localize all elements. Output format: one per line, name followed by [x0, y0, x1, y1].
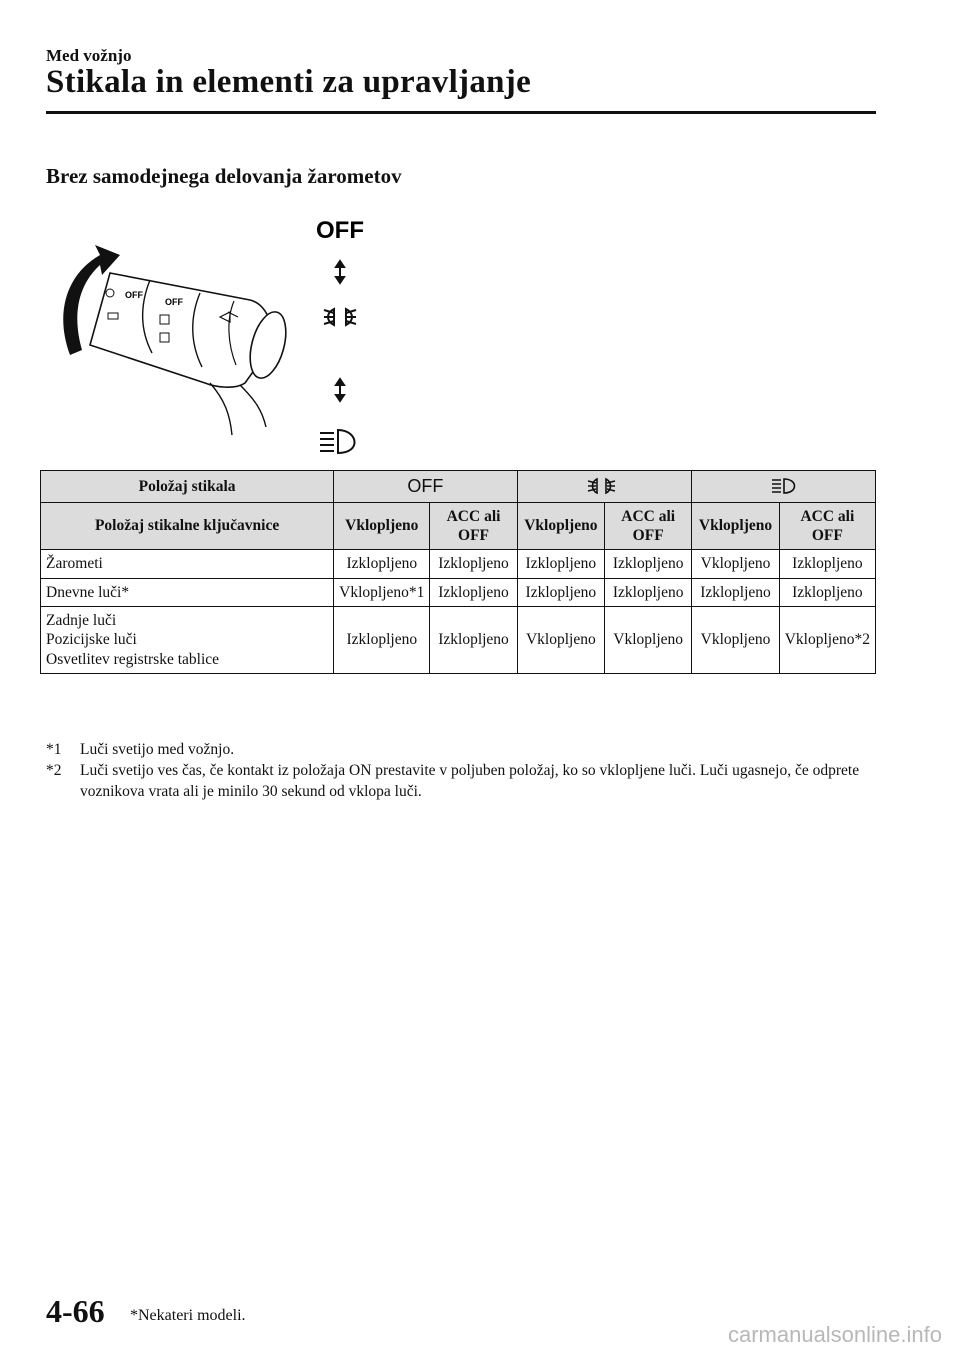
table-cell: Izklopljeno: [430, 607, 517, 674]
subheading: Brez samodejnega delovanja žarometov: [46, 164, 402, 188]
table-cell: Vklopljeno*2: [779, 607, 875, 674]
position-arrow-1: [336, 261, 344, 283]
table-cell: Izklopljeno: [430, 550, 517, 578]
table-cell: Vklopljeno*1: [334, 578, 430, 606]
position-arrow-2: [336, 379, 344, 401]
table-cell: Izklopljeno: [430, 578, 517, 606]
switch-position-off: [334, 471, 517, 503]
row-label-daytime-lights: Dnevne luči*: [41, 578, 334, 606]
lever-body: [90, 273, 271, 387]
lever-off-mark-2: OFF: [165, 297, 183, 307]
ignition-cell: Vklopljeno: [517, 502, 604, 550]
lights-function-table: [40, 470, 876, 674]
footnote-mark: *1: [46, 741, 62, 758]
ignition-cell: Vklopljeno: [692, 502, 779, 550]
row-label-tail-lights: Zadnje luči Pozicijske luči Osvetlitev registrske tablice: [41, 607, 334, 674]
off-header-label: OFF: [407, 476, 444, 496]
table-cell: Izklopljeno: [334, 550, 430, 578]
ignition-cell: ACC ali OFF: [605, 502, 692, 550]
table-cell: Vklopljeno: [605, 607, 692, 674]
title-divider: [46, 111, 876, 114]
switch-position-parking: [517, 471, 692, 503]
table-cell: Izklopljeno: [779, 578, 875, 606]
footnote-text: Luči svetijo med vožnjo.: [80, 741, 235, 758]
headlights-icon: [320, 430, 355, 453]
table-row: [41, 550, 876, 578]
row-label-headlights: Žarometi: [41, 550, 334, 578]
table-row: [41, 471, 876, 503]
table-cell: Izklopljeno: [605, 550, 692, 578]
table-row: [41, 578, 876, 606]
footnote-text: Luči svetijo ves čas, če kontakt iz položaja ON prestavite v poljuben položaj, ko so vklopljene luči. Luči ugasnejo, če odprete voznikova vrata ali je minilo 30 sekund od vklopa luči.: [80, 761, 860, 800]
headlight-switch-figure: [40, 205, 400, 465]
parking-lights-icon: [584, 476, 624, 496]
ignition-cell: Vklopljeno: [334, 502, 430, 550]
page-number: 4-66: [46, 1293, 105, 1329]
headlight-lever-illustration: [40, 205, 400, 465]
table-cell: Vklopljeno: [692, 550, 779, 578]
table-cell: Izklopljeno: [517, 550, 604, 578]
footnote-2: [46, 761, 876, 803]
ignition-cell: ACC ali OFF: [430, 502, 517, 550]
table-row: [41, 502, 876, 550]
table-cell: Izklopljeno: [517, 578, 604, 606]
footnote-1: [46, 740, 876, 761]
footer-note: *Nekateri modeli.: [130, 1307, 246, 1324]
table-cell: Izklopljeno: [692, 578, 779, 606]
page-title: Stikala in elementi za upravljanje: [46, 64, 532, 100]
table-cell: Izklopljeno: [605, 578, 692, 606]
switch-position-header: Položaj stikala: [41, 471, 334, 503]
table-cell: Vklopljeno: [517, 607, 604, 674]
ignition-position-header: Položaj stikalne ključavnice: [41, 502, 334, 550]
ignition-cell: ACC ali OFF: [779, 502, 875, 550]
lever-off-mark-1: OFF: [125, 290, 143, 300]
footnotes: [46, 740, 876, 803]
table-cell: Izklopljeno: [779, 550, 875, 578]
footnote-mark: *2: [46, 761, 62, 779]
switch-position-headlights: [692, 471, 876, 503]
section-label: Med vožnjo: [46, 46, 132, 65]
table-row: [41, 607, 876, 674]
table-cell: Vklopljeno: [692, 607, 779, 674]
parking-lights-icon: [324, 309, 356, 325]
off-position-label: OFF: [316, 217, 364, 244]
table-cell: Izklopljeno: [334, 607, 430, 674]
watermark[interactable]: carmanualsonline.info: [727, 1322, 942, 1347]
headlights-icon: [768, 476, 800, 496]
